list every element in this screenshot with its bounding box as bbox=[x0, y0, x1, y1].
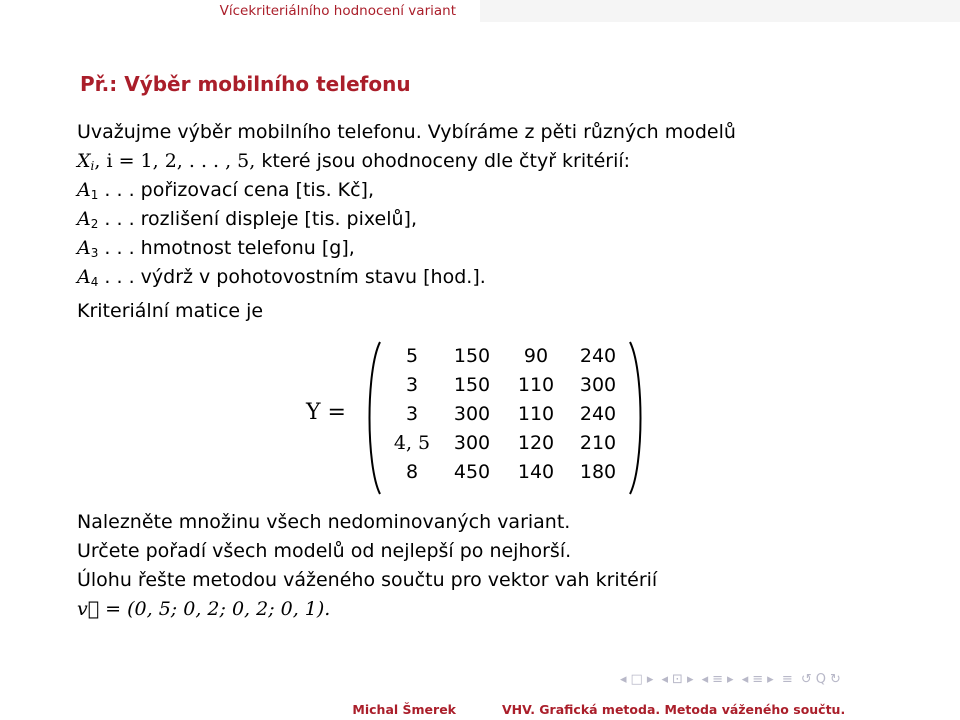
header-right-panel bbox=[480, 0, 960, 22]
variant-sub: i bbox=[90, 159, 95, 173]
nav-slide-icon[interactable]: □ bbox=[630, 672, 643, 687]
task-text bbox=[77, 508, 657, 624]
variant-range: , i = 1, 2, . . . , 5, bbox=[94, 150, 256, 172]
matrix-cell: 300 bbox=[579, 374, 617, 396]
matrix-row bbox=[384, 343, 624, 372]
criterion-3 bbox=[77, 234, 736, 263]
right-paren bbox=[626, 340, 648, 496]
matrix-cell: 110 bbox=[517, 403, 555, 425]
matrix-cell: 450 bbox=[453, 461, 491, 483]
criterion-sub: 4 bbox=[90, 275, 99, 289]
matrix-cell: 140 bbox=[517, 461, 555, 483]
nav-next-slide-icon[interactable]: ▸ bbox=[646, 672, 654, 687]
matrix-row bbox=[384, 401, 624, 430]
matrix-cell: 5 bbox=[405, 345, 419, 367]
nav-frame-icon[interactable]: ⊡ bbox=[672, 672, 683, 687]
criterion-4 bbox=[77, 263, 736, 292]
nav-appendix-icon[interactable]: ≡ bbox=[781, 672, 793, 687]
header-bar bbox=[0, 0, 960, 22]
matrix-cell: 110 bbox=[517, 374, 555, 396]
criterion-text: . . . hmotnost telefonu [g], bbox=[98, 237, 355, 259]
footer-right-panel bbox=[480, 698, 960, 720]
matrix-cell: 8 bbox=[405, 461, 419, 483]
matrix-cell: 150 bbox=[453, 374, 491, 396]
weight-vector: v⃗ = (0, 5; 0, 2; 0, 2; 0, 1). bbox=[77, 598, 331, 620]
criterion-1 bbox=[77, 176, 736, 205]
nav-prev-section-icon[interactable]: ◂ bbox=[741, 672, 749, 687]
matrix-row bbox=[384, 372, 624, 401]
beamer-nav bbox=[620, 672, 845, 692]
matrix-cell: 90 bbox=[523, 345, 549, 367]
intro-line-2-text: které jsou ohodnoceny dle čtyř kritérií: bbox=[255, 150, 631, 172]
matrix-lhs: Y = bbox=[306, 400, 346, 425]
criterion-var: A bbox=[77, 179, 91, 201]
nav-next-subsection-icon[interactable]: ▸ bbox=[727, 672, 734, 687]
nav-next-section-icon[interactable]: ▸ bbox=[767, 672, 774, 687]
matrix-cell: 210 bbox=[579, 432, 617, 454]
criterion-text: . . . rozlišení displeje [tis. pixelů], bbox=[98, 208, 418, 230]
matrix-cell: 120 bbox=[517, 432, 555, 454]
left-paren bbox=[362, 340, 384, 496]
criterion-2 bbox=[77, 205, 736, 234]
nav-search-icon[interactable]: Q bbox=[815, 672, 827, 687]
task-line-2: Určete pořadí všech modelů od nejlepší po nejhorší. bbox=[77, 540, 572, 562]
intro-line-2 bbox=[77, 147, 736, 176]
matrix-cell: 3 bbox=[405, 374, 419, 396]
criterion-var: A bbox=[77, 208, 91, 230]
matrix-row bbox=[384, 430, 624, 459]
variant-var: X bbox=[77, 150, 91, 172]
matrix-row bbox=[384, 459, 624, 488]
task-line-1: Nalezněte množinu všech nedominovaných variant. bbox=[77, 511, 571, 533]
criterion-text: . . . výdrž v pohotovostním stavu [hod.]. bbox=[98, 266, 486, 288]
intro-text bbox=[77, 118, 736, 292]
footer-bar bbox=[0, 698, 960, 720]
nav-forward-icon[interactable]: ↻ bbox=[830, 672, 841, 687]
intro-line-1: Uvažujme výběr mobilního telefonu. Vybíráme z pěti různých modelů bbox=[77, 121, 736, 143]
matrix-cell: 240 bbox=[579, 403, 617, 425]
criterion-sub: 2 bbox=[90, 217, 99, 231]
nav-back-icon[interactable]: ↺ bbox=[800, 672, 812, 687]
matrix-cell: 180 bbox=[579, 461, 617, 483]
matrix-cell: 240 bbox=[579, 345, 617, 367]
matrix-cell: 3 bbox=[405, 403, 419, 425]
task-line-3: Úlohu řešte metodou váženého součtu pro vektor vah kritérií bbox=[77, 569, 658, 591]
criterion-sub: 3 bbox=[90, 246, 99, 260]
nav-prev-subsection-icon[interactable]: ◂ bbox=[701, 672, 709, 687]
matrix-label: Kriteriální matice je bbox=[77, 300, 264, 322]
criterion-var: A bbox=[77, 266, 91, 288]
header-left-panel bbox=[0, 0, 480, 22]
footer-left-panel bbox=[0, 698, 480, 720]
footer-author: Michal Šmerek bbox=[352, 702, 456, 717]
frame-title: Př.: Výběr mobilního telefonu bbox=[80, 72, 411, 96]
criteria-matrix bbox=[384, 343, 624, 488]
nav-prev-slide-icon[interactable]: ◂ bbox=[620, 672, 627, 687]
header-title: Vícekriteriálního hodnocení variant bbox=[219, 3, 456, 19]
matrix-cell: 300 bbox=[453, 403, 491, 425]
nav-next-frame-icon[interactable]: ▸ bbox=[686, 672, 694, 687]
matrix-cell: 300 bbox=[453, 432, 491, 454]
nav-subsection-icon[interactable]: ≡ bbox=[712, 672, 724, 687]
footer-subtitle: VHV. Grafická metoda. Metoda váženého součtu. bbox=[502, 702, 846, 717]
nav-section-icon[interactable]: ≡ bbox=[752, 672, 764, 687]
matrix-cell: 150 bbox=[453, 345, 491, 367]
criterion-var: A bbox=[77, 237, 91, 259]
matrix-cell: 4, 5 bbox=[393, 432, 431, 454]
criterion-sub: 1 bbox=[90, 188, 99, 202]
nav-prev-frame-icon[interactable]: ◂ bbox=[661, 672, 669, 687]
criterion-text: . . . pořizovací cena [tis. Kč], bbox=[98, 179, 375, 201]
